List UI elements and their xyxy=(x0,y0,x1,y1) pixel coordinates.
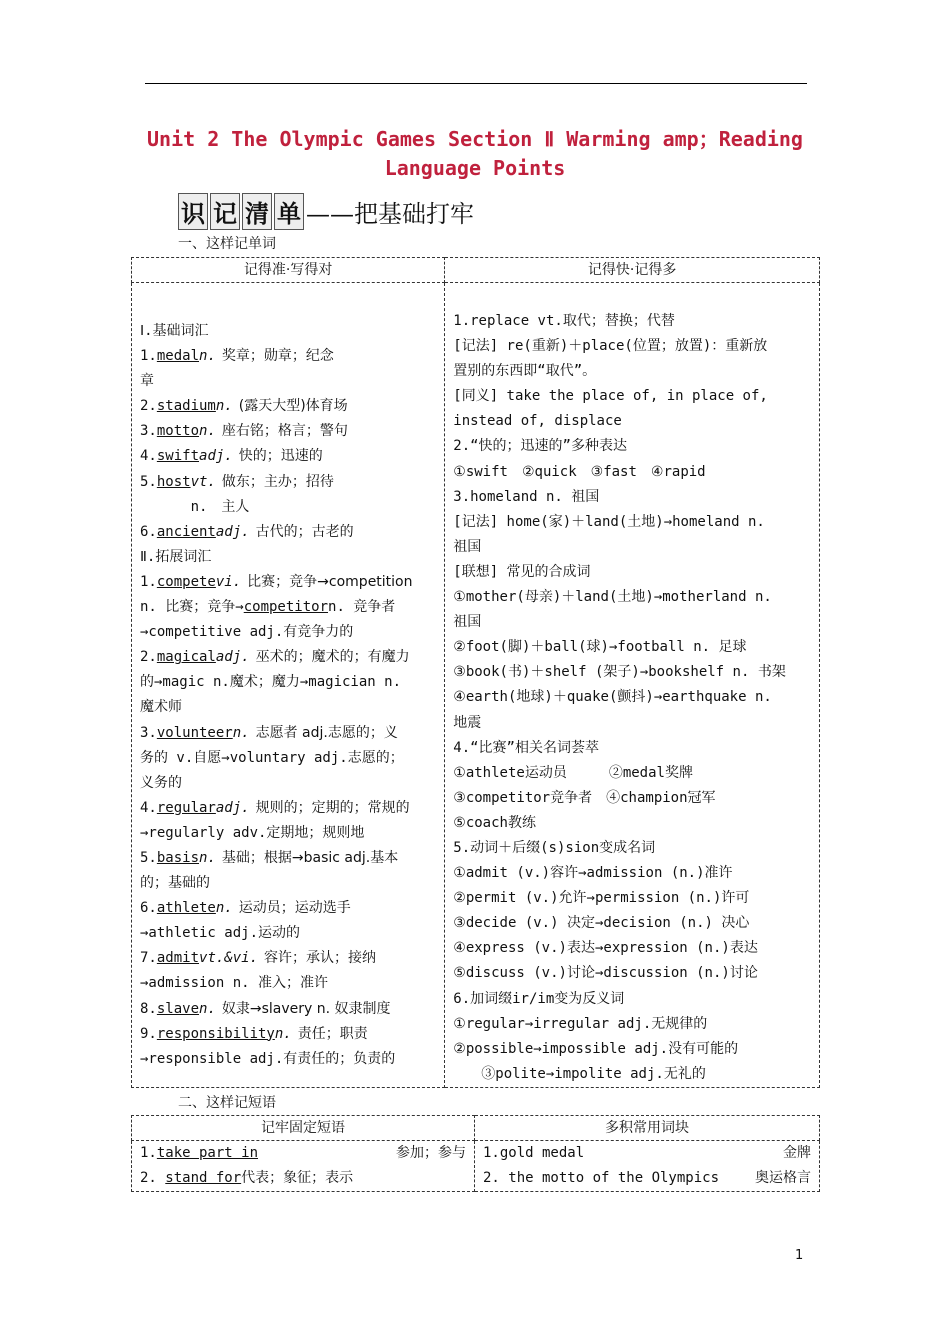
part-of-speech: adj. xyxy=(215,799,250,816)
definition: 运动员；运动选手 xyxy=(238,900,351,917)
list-item: [记法] home(家)＋land(土地)→homeland n. xyxy=(453,513,765,530)
list-item: ①regular→irregular adj.无规律的 xyxy=(453,1015,708,1032)
list-item xyxy=(140,470,436,495)
list-item xyxy=(140,997,436,1022)
item-number: 2. xyxy=(140,398,157,415)
vocab-word: responsibility xyxy=(156,1025,275,1042)
list-item xyxy=(140,670,436,695)
part-of-speech: vt.&vi. xyxy=(199,950,259,967)
phrase xyxy=(140,1141,258,1166)
part-of-speech: n. xyxy=(199,1000,216,1017)
line-text: Ⅰ.基础词汇 xyxy=(140,323,209,339)
item-number: 5. xyxy=(140,473,157,490)
item-number: 2. xyxy=(140,1170,166,1186)
definition: 古代的；古老的 xyxy=(255,523,354,540)
list-item: 2.“快的；迅速的”多种表达 xyxy=(453,438,627,455)
list-item xyxy=(140,595,436,620)
definition: 基础；根据→basic adj.基本 xyxy=(221,849,399,866)
list-item: 置别的东西即“取代”。 xyxy=(453,363,597,380)
page-number: 1 xyxy=(795,1248,804,1263)
line-text: n. 比赛；竞争→ xyxy=(140,599,244,616)
definition: 奖章；勋章；纪念 xyxy=(221,348,334,365)
list-item xyxy=(140,394,436,419)
part-of-speech: n. xyxy=(232,724,250,741)
item-number: 6. xyxy=(140,523,157,540)
item-number: 1. xyxy=(140,1145,157,1161)
definition: 巫术的；魔术的；有魔力 xyxy=(255,649,410,666)
part-of-speech: vi. xyxy=(215,573,242,590)
item-number: 8. xyxy=(140,1000,157,1017)
table-header-left: 记牢固定短语 xyxy=(132,1116,475,1141)
list-item: ①admit (v.)容许→admission (n.)准许 xyxy=(453,865,733,882)
list-item: ③book(书)＋shelf (架子)→bookshelf n. 书架 xyxy=(453,664,786,681)
item-number: 1. xyxy=(140,573,157,590)
part-of-speech: adj. xyxy=(199,448,233,465)
vocab-word: athlete xyxy=(156,900,216,917)
list-item: 祖国 xyxy=(453,538,482,555)
list-item: 地震 xyxy=(453,714,482,731)
vocab-word: stadium xyxy=(156,398,216,415)
vocab-word: basis xyxy=(156,849,200,866)
list-item xyxy=(140,1047,436,1072)
list-item xyxy=(140,821,436,846)
item-number: 3. xyxy=(140,724,157,741)
definition: 代表；象征；表示 xyxy=(241,1170,354,1186)
banner-char: 记 xyxy=(210,193,240,230)
phrase-text: 1.gold medal xyxy=(483,1145,585,1161)
section-heading-words: 一、这样记单词 xyxy=(178,236,276,252)
list-item: [记法] re(重新)＋place(位置；放置)：重新放 xyxy=(453,338,768,355)
list-item: [同义] take the place of, in place of, xyxy=(453,388,768,405)
line-text: →admission n. 准入；准许 xyxy=(140,975,329,992)
line-text: 务的 v.自愿→voluntary adj.志愿的； xyxy=(140,749,404,766)
vocab-word: magical xyxy=(156,649,216,666)
vocab-word: competitor xyxy=(243,599,329,616)
line-text: →regularly adv.定期地；规则地 xyxy=(140,824,365,841)
part-of-speech: n. xyxy=(199,348,216,365)
banner-char: 清 xyxy=(242,193,272,230)
page-title: Unit 2 The Olympic Games Section Ⅱ Warming amp；Reading xyxy=(147,127,803,151)
vocab-word: slave xyxy=(156,1000,200,1017)
list-item xyxy=(140,444,436,469)
phrase-text: take part in xyxy=(156,1145,259,1161)
line-text: →athletic adj.运动的 xyxy=(140,925,301,942)
phrase-right-column xyxy=(475,1141,820,1192)
part-of-speech: n. xyxy=(199,849,216,866)
item-number: 4. xyxy=(140,799,157,816)
vocab-word: regular xyxy=(156,799,216,816)
list-item: ②foot(脚)＋ball(球)→football n. 足球 xyxy=(453,639,747,656)
list-item: ⑤coach教练 xyxy=(453,814,536,831)
list-item xyxy=(140,319,436,344)
line-text: Ⅱ.拓展词汇 xyxy=(140,548,212,565)
line-text: 的→magic n.魔术；魔力→magician n. xyxy=(140,674,402,691)
definition: (露天大型)体育场 xyxy=(238,398,348,415)
line-text: 魔术师 xyxy=(140,699,182,716)
list-item xyxy=(140,846,436,871)
part-of-speech: n. xyxy=(199,423,216,440)
definition: 比赛；竞争→competition xyxy=(247,573,413,590)
list-item xyxy=(140,796,436,821)
line-text: →responsible adj.有责任的；负责的 xyxy=(140,1050,396,1067)
vocab-right-column xyxy=(445,283,820,1088)
definition: 做东；主办；招待 xyxy=(221,473,334,490)
banner-char: 识 xyxy=(178,193,208,230)
list-item xyxy=(140,369,436,394)
line-text: n. 竞争者 xyxy=(328,599,396,616)
phrase-left-column xyxy=(132,1141,475,1192)
list-item xyxy=(140,771,436,796)
item-number: 9. xyxy=(140,1025,157,1042)
list-item: ③polite→impolite adj.无礼的 xyxy=(453,1065,706,1082)
list-item xyxy=(140,645,436,670)
item-number: 3. xyxy=(140,423,157,440)
phrase-row xyxy=(140,1166,466,1191)
list-item: instead of, displace xyxy=(453,413,622,430)
header-rule xyxy=(145,83,807,84)
part-of-speech: n. xyxy=(274,1025,292,1042)
table-header-right: 记得快·记得多 xyxy=(445,258,820,283)
definition: 奥运格言 xyxy=(755,1170,811,1186)
definition: 容许；承认；接纳 xyxy=(264,950,377,967)
vocab-word: admit xyxy=(156,950,200,967)
table-header-right: 多积常用词块 xyxy=(475,1116,820,1141)
phrase-text: stand for xyxy=(165,1170,242,1186)
phrase-text: 2. the motto of the Olympics xyxy=(483,1170,720,1186)
list-item xyxy=(140,570,436,595)
part-of-speech: adj. xyxy=(215,649,250,666)
list-item: ①mother(母亲)＋land(土地)→motherland n. xyxy=(453,589,772,606)
list-item xyxy=(140,871,436,896)
vocab-left-column xyxy=(132,283,445,1088)
list-item: ③competitor竞争者 ④champion冠军 xyxy=(453,789,716,806)
phrase-row xyxy=(483,1141,811,1166)
definition: 快的；迅速的 xyxy=(238,448,323,465)
definition: 责任；职责 xyxy=(297,1025,368,1042)
part-of-speech: n. xyxy=(215,900,233,917)
page-subtitle: Language Points xyxy=(384,156,566,180)
list-item xyxy=(140,620,436,645)
vocab-word: swift xyxy=(156,448,200,465)
definition: 规则的；定期的；常规的 xyxy=(255,799,410,816)
list-item xyxy=(140,746,436,771)
list-item: 5.动词＋后缀(s)sion变成名词 xyxy=(453,839,656,856)
list-item: ②permit (v.)允许→permission (n.)许可 xyxy=(453,890,750,907)
part-of-speech: n. xyxy=(215,398,233,415)
list-item: 1.replace vt.取代；替换；代替 xyxy=(453,313,675,329)
item-number: 1. xyxy=(140,348,157,365)
definition: 座右铭；格言；警句 xyxy=(221,423,348,440)
line-text: n. 主人 xyxy=(140,498,250,515)
list-item: ①athlete运动员 ②medal奖牌 xyxy=(453,764,693,781)
list-item xyxy=(140,896,436,921)
list-item xyxy=(140,921,436,946)
vocab-word: volunteer xyxy=(156,724,233,741)
list-item: 祖国 xyxy=(453,614,482,631)
list-item xyxy=(140,545,436,570)
list-item: ④earth(地球)＋quake(颤抖)→earthquake n. xyxy=(453,689,772,706)
vocab-word: ancient xyxy=(156,523,216,540)
list-item xyxy=(140,695,436,720)
line-text: 的；基础的 xyxy=(140,875,210,892)
item-number: 2. xyxy=(140,649,157,666)
vocabulary-table xyxy=(131,257,820,1088)
list-item: ⑤discuss (v.)讨论→discussion (n.)讨论 xyxy=(453,965,758,982)
list-item: 4.“比赛”相关名词荟萃 xyxy=(453,739,599,756)
list-item xyxy=(140,721,436,746)
list-item xyxy=(140,419,436,444)
list-item: ②possible→impossible adj.没有可能的 xyxy=(453,1040,739,1057)
table-header-left: 记得准·写得对 xyxy=(132,258,445,283)
list-item xyxy=(140,344,436,369)
item-number: 7. xyxy=(140,950,157,967)
line-text: 义务的 xyxy=(140,774,182,791)
phrase-table xyxy=(131,1115,820,1192)
list-item: ①swift ②quick ③fast ④rapid xyxy=(453,463,706,480)
vocab-word: motto xyxy=(156,423,200,440)
banner-char: 单 xyxy=(274,193,304,230)
phrase xyxy=(140,1166,353,1191)
section-heading-phrases: 二、这样记短语 xyxy=(178,1095,276,1111)
definition: 志愿者 adj.志愿的；义 xyxy=(255,724,398,741)
item-number: 4. xyxy=(140,448,157,465)
item-number: 5. xyxy=(140,849,157,866)
item-number: 6. xyxy=(140,900,157,917)
line-text: →competitive adj.有竞争力的 xyxy=(140,624,354,641)
list-item: ③decide (v.) 决定→decision (n.) 决心 xyxy=(453,915,750,932)
section-banner xyxy=(178,193,474,230)
list-item: [联想] 常见的合成词 xyxy=(453,563,591,580)
definition: 奴隶→slavery n. 奴隶制度 xyxy=(221,1000,391,1017)
list-item: ④express (v.)表达→expression (n.)表达 xyxy=(453,940,758,957)
list-item xyxy=(140,520,436,545)
list-item xyxy=(140,495,436,520)
list-item: 6.加词缀ir/im变为反义词 xyxy=(453,990,625,1007)
definition: 参加；参与 xyxy=(396,1145,466,1161)
definition: 金牌 xyxy=(783,1145,811,1161)
list-item xyxy=(140,1022,436,1047)
banner-text: ——把基础打牢 xyxy=(306,200,474,228)
vocab-word: medal xyxy=(156,348,200,365)
phrase-row xyxy=(140,1141,466,1166)
phrase-row xyxy=(483,1166,811,1191)
vocab-word: compete xyxy=(156,573,216,590)
list-item: 3.homeland n. 祖国 xyxy=(453,488,600,505)
part-of-speech: adj. xyxy=(215,523,250,540)
vocab-word: host xyxy=(156,473,191,490)
line-text: 章 xyxy=(140,373,154,390)
list-item xyxy=(140,971,436,996)
part-of-speech: vt. xyxy=(190,473,216,490)
list-item xyxy=(140,946,436,971)
